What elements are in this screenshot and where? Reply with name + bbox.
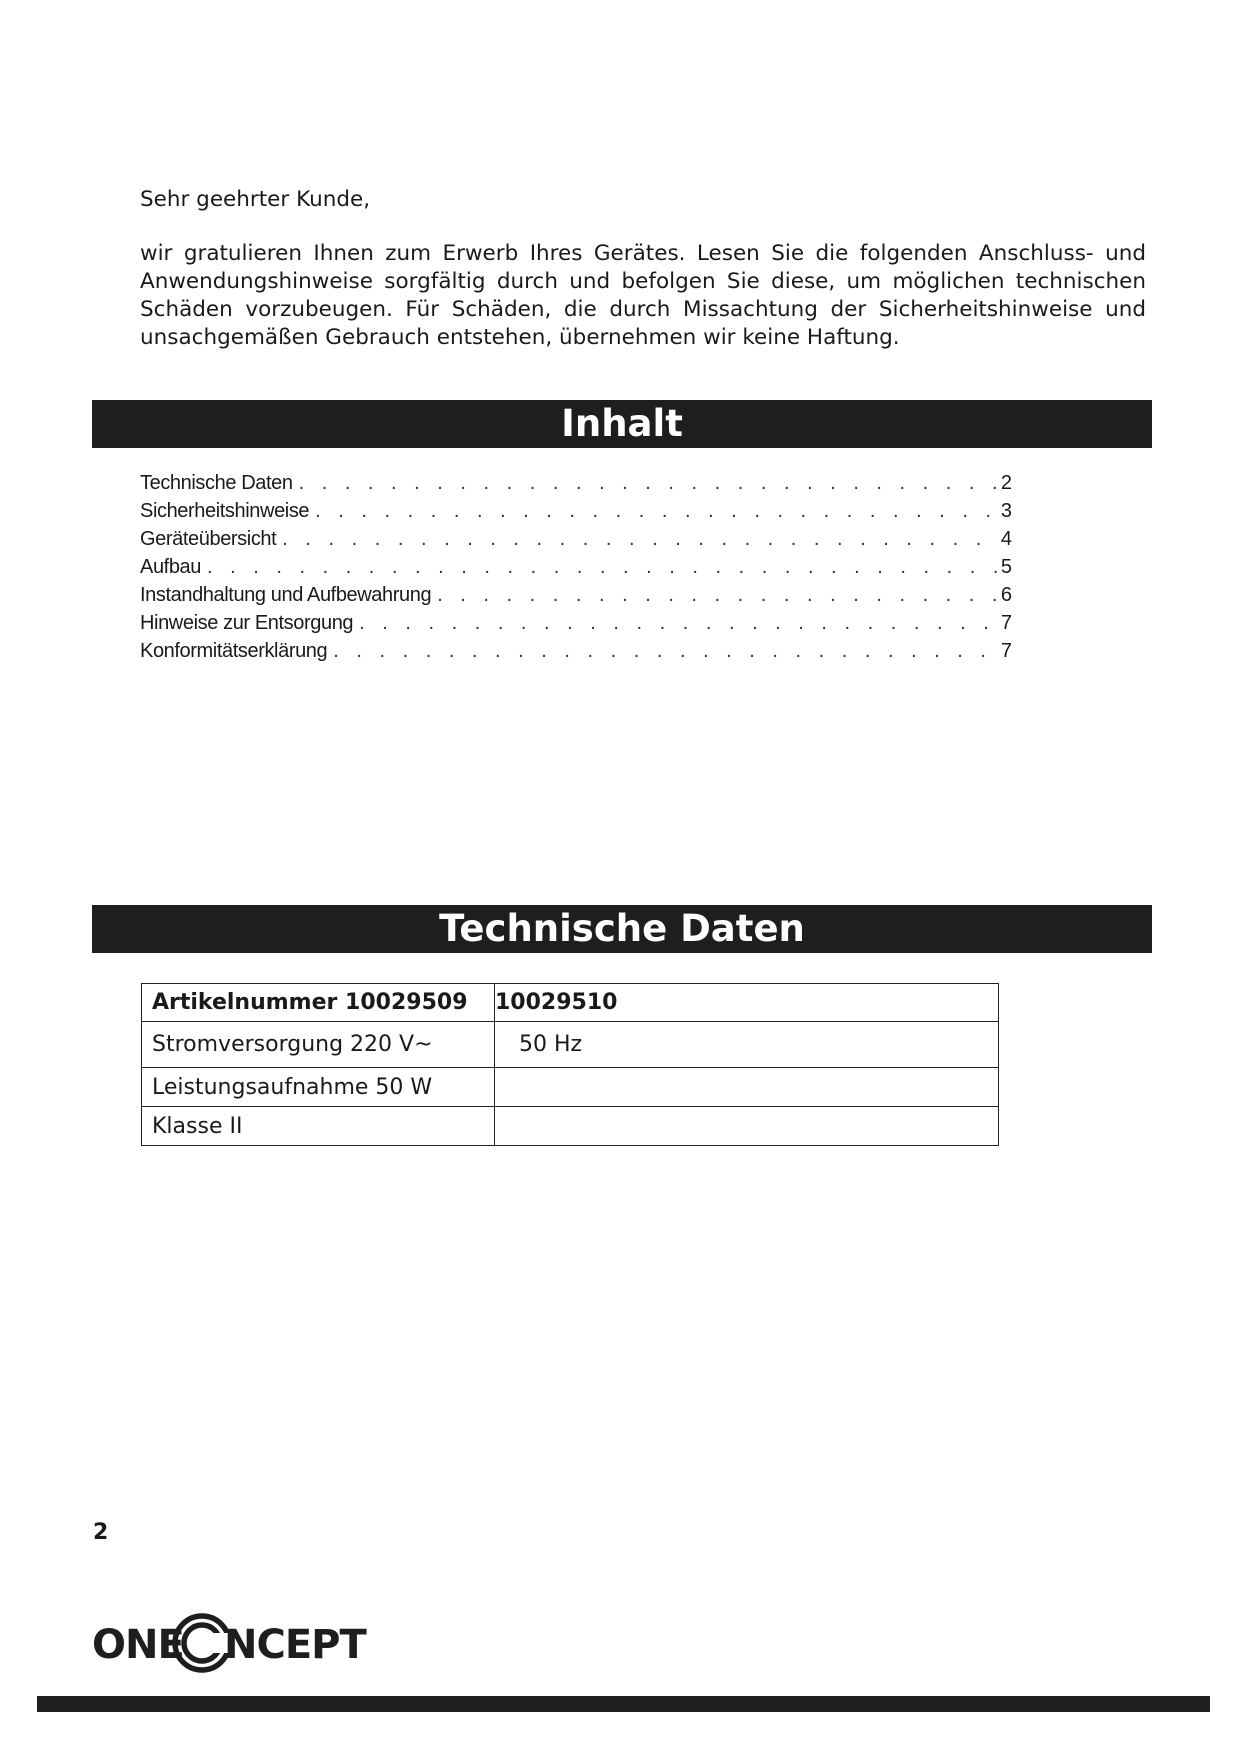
table-cell: [495, 1068, 999, 1107]
intro-section: [140, 186, 1146, 352]
toc-item-label: Sicherheitshinweise: [140, 500, 310, 522]
contents-heading: Inhalt: [92, 400, 1152, 448]
table-row: [142, 984, 999, 1022]
intro-paragraph: wir gratulieren Ihnen zum Erwerb Ihres Gerätes. Lesen Sie die folgenden Anschluss- und Anwendungshinweise sorgfältig durch und befolgen Sie diese, um möglichen technischen Schäden vorzubeugen. Für Schäden, die durch Missachtung der Sicherheitshinweise und unsachgemäßen Gebrauch entstehen, übernehmen wir keine Haftung.: [140, 241, 1146, 350]
toc-item-page: 7: [1000, 640, 1012, 662]
toc-item-label: Technische Daten: [140, 472, 293, 494]
toc-item-label: Instandhaltung und Aufbewahrung: [140, 584, 432, 606]
technical-data-heading: Technische Daten: [92, 905, 1152, 953]
table-of-contents: [140, 472, 1012, 668]
salutation: Sehr geehrter Kunde,: [140, 187, 371, 212]
toc-leader-dots: [359, 612, 999, 635]
toc-leader-dots: [207, 556, 999, 579]
table-row: [142, 1022, 999, 1068]
toc-item-label: Aufbau: [140, 556, 201, 578]
toc-leader-dots: [315, 500, 999, 523]
table-row: [142, 1107, 999, 1146]
toc-item-page: 2: [1000, 472, 1012, 494]
toc-item-label: Hinweise zur Entsorgung: [140, 612, 354, 634]
toc-item[interactable]: [140, 640, 1012, 668]
table-cell: Stromversorgung 220 V~: [142, 1022, 495, 1068]
toc-leader-dots: [437, 584, 999, 607]
specs-table: [141, 983, 999, 1146]
table-cell: Artikelnummer 10029509: [142, 984, 495, 1022]
page-number: 2: [93, 1520, 109, 1545]
toc-leader-dots: [282, 528, 999, 551]
toc-leader-dots: [333, 640, 999, 663]
toc-item[interactable]: [140, 500, 1012, 528]
table-cell: 10029510: [495, 984, 999, 1022]
footer-bar: [37, 1696, 1210, 1712]
toc-item-page: 3: [1000, 500, 1012, 522]
toc-item[interactable]: [140, 612, 1012, 640]
toc-leader-dots: [299, 472, 999, 495]
table-cell: Leistungsaufnahme 50 W: [142, 1068, 495, 1107]
svg-text:ONE: ONE: [92, 1622, 184, 1668]
table-cell: 50 Hz: [495, 1022, 999, 1068]
table-cell: [495, 1107, 999, 1146]
svg-text:NCEPT: NCEPT: [224, 1622, 366, 1668]
toc-item-label: Konformitätserklärung: [140, 640, 328, 662]
toc-item-page: 5: [1000, 556, 1012, 578]
table-row: [142, 1068, 999, 1107]
toc-item[interactable]: [140, 556, 1012, 584]
toc-item-page: 6: [1000, 584, 1012, 606]
toc-item[interactable]: [140, 528, 1012, 556]
oneconcept-logo: [92, 1608, 382, 1676]
toc-item[interactable]: [140, 584, 1012, 612]
toc-item[interactable]: [140, 472, 1012, 500]
toc-item-page: 7: [1000, 612, 1012, 634]
toc-item-page: 4: [1000, 528, 1012, 550]
toc-item-label: Geräteübersicht: [140, 528, 277, 550]
table-cell: Klasse II: [142, 1107, 495, 1146]
